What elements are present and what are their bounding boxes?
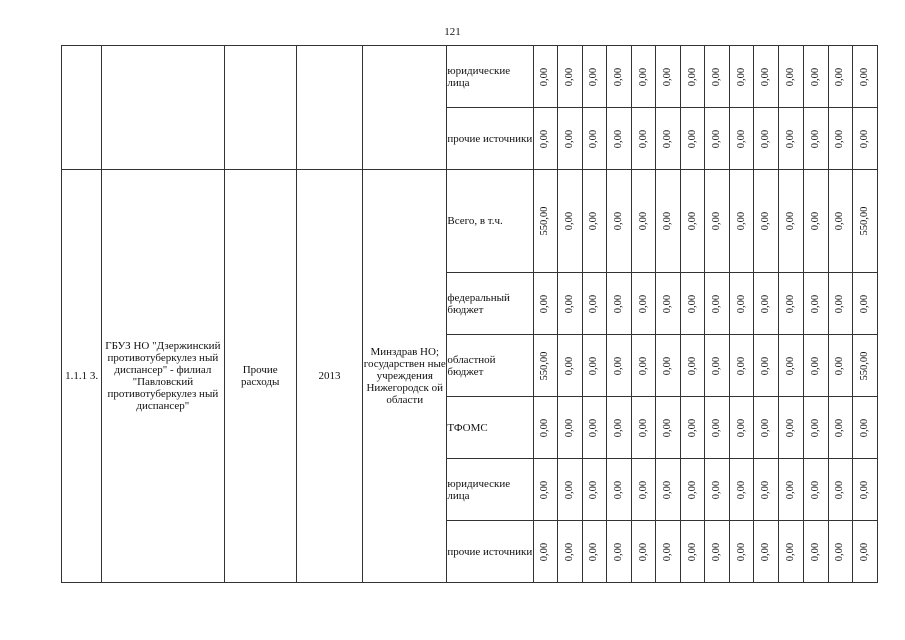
value-cell [754,108,779,170]
value-text: 0,00 [760,480,772,499]
value-cell [632,46,656,108]
value-text: 0,00 [809,542,821,561]
value-cell [779,108,803,170]
value-cell [730,170,754,273]
value-cell [632,397,656,459]
value-cell [803,335,828,397]
value-text: 0,00 [637,356,649,375]
page-number: 121 [444,26,461,38]
value-cell [582,46,606,108]
value-text: 0,00 [539,294,551,313]
value-text: 0,00 [612,418,624,437]
value-cell [828,108,852,170]
value-text: 0,00 [809,480,821,499]
funding-source: областной бюджет [447,335,533,397]
value-cell [632,170,656,273]
value-cell [828,335,852,397]
value-cell [681,335,705,397]
value-text: 0,00 [809,356,821,375]
funding-source: ТФОМС [447,397,533,459]
value-text: 0,00 [760,129,772,148]
executor-cell [363,46,447,170]
value-text: 0,00 [539,67,551,86]
value-text: 0,00 [785,480,796,499]
year-cell [296,46,362,170]
value-text: 0,00 [735,480,747,499]
value-text: 0,00 [686,418,698,437]
value-cell [606,46,631,108]
value-text: 0,00 [834,418,846,437]
value-text: 0,00 [711,418,723,437]
value-text: 550,00 [858,206,870,236]
value-cell [705,459,730,521]
value-text: 0,00 [539,418,551,437]
value-cell [779,335,803,397]
value-text: 0,00 [686,211,698,231]
value-text: 0,00 [563,129,575,148]
value-cell [656,108,681,170]
value-text: 0,00 [735,356,747,375]
year-cell: 2013 [296,170,362,583]
value-text: 0,00 [612,67,624,86]
value-text: 0,00 [662,356,674,375]
value-cell [828,46,852,108]
value-cell [705,397,730,459]
value-text: 0,00 [711,480,723,499]
value-cell [606,459,631,521]
value-text: 0,00 [735,67,747,86]
value-text: 0,00 [711,356,723,375]
value-text: 0,00 [637,211,649,231]
value-cell [656,46,681,108]
value-cell [779,397,803,459]
value-text: 0,00 [588,67,600,86]
value-text: 0,00 [637,542,649,561]
value-text: 0,00 [662,480,674,499]
value-cell [681,273,705,335]
value-text: 0,00 [539,480,551,499]
value-text: 0,00 [809,211,821,231]
value-text: 0,00 [563,418,575,437]
value-cell [606,521,631,583]
value-text: 0,00 [563,480,575,499]
value-cell [779,459,803,521]
value-text: 0,00 [858,294,870,313]
value-cell [681,459,705,521]
value-cell [557,459,582,521]
value-cell [632,521,656,583]
value-text: 0,00 [637,67,649,86]
value-text: 0,00 [588,294,600,313]
value-text: 0,00 [588,356,600,375]
value-cell [533,335,557,397]
value-text: 550,00 [539,351,551,380]
value-cell [533,170,557,273]
value-text: 0,00 [858,129,870,148]
value-cell [828,273,852,335]
value-text: 0,00 [612,542,624,561]
value-cell [754,521,779,583]
value-text: 0,00 [662,129,674,148]
value-cell [779,170,803,273]
value-text: 0,00 [834,211,846,231]
value-text: 0,00 [637,480,649,499]
value-text: 0,00 [785,67,796,86]
value-text: 0,00 [612,480,624,499]
value-text: 0,00 [785,418,796,437]
value-text: 550,00 [539,206,551,236]
value-text: 0,00 [662,542,674,561]
value-text: 0,00 [563,356,575,375]
value-text: 0,00 [588,480,600,499]
value-text: 0,00 [539,129,551,148]
value-text: 0,00 [735,211,747,231]
value-text: 0,00 [711,211,723,231]
value-cell [852,108,877,170]
value-cell [557,397,582,459]
value-cell [730,46,754,108]
value-cell [754,46,779,108]
value-cell [606,397,631,459]
value-cell [533,521,557,583]
funding-source: прочие источники [447,108,533,170]
value-cell [803,273,828,335]
value-text: 0,00 [858,542,870,561]
value-text: 0,00 [588,129,600,148]
value-text: 0,00 [612,356,624,375]
value-text: 0,00 [563,211,575,231]
value-cell [582,170,606,273]
value-cell [582,397,606,459]
value-cell [582,273,606,335]
value-text: 0,00 [686,129,698,148]
value-text: 0,00 [834,480,846,499]
value-cell [852,46,877,108]
value-text: 0,00 [563,294,575,313]
value-cell [754,273,779,335]
value-text: 0,00 [686,480,698,499]
value-text: 0,00 [662,67,674,86]
value-cell [557,108,582,170]
value-cell [754,459,779,521]
value-cell [705,46,730,108]
value-text: 0,00 [834,356,846,375]
value-cell [828,397,852,459]
funding-source: прочие источники [447,521,533,583]
value-text: 0,00 [588,418,600,437]
value-text: 0,00 [637,294,649,313]
value-cell [557,273,582,335]
value-text: 0,00 [785,294,796,313]
value-text: 0,00 [834,129,846,148]
value-cell [681,170,705,273]
value-cell [656,335,681,397]
value-text: 0,00 [809,129,821,148]
value-cell [852,521,877,583]
value-cell [730,335,754,397]
value-text: 0,00 [711,129,723,148]
value-text: 0,00 [711,542,723,561]
funding-source: Всего, в т.ч. [447,170,533,273]
value-text: 0,00 [785,211,796,231]
value-cell [705,335,730,397]
value-text: 0,00 [760,67,772,86]
value-text: 0,00 [785,542,796,561]
value-cell [803,521,828,583]
value-cell [656,521,681,583]
value-cell [705,273,730,335]
value-text: 0,00 [662,211,674,231]
value-cell [681,397,705,459]
value-cell [533,108,557,170]
value-cell [681,108,705,170]
value-text: 0,00 [612,211,624,231]
value-cell [533,46,557,108]
value-text: 0,00 [711,67,723,86]
value-cell [730,459,754,521]
value-cell [632,459,656,521]
value-cell [754,397,779,459]
value-text: 0,00 [809,67,821,86]
value-cell [582,108,606,170]
value-text: 0,00 [785,356,796,375]
value-cell [803,459,828,521]
value-cell [681,521,705,583]
value-text: 0,00 [735,542,747,561]
value-cell [582,521,606,583]
expense-type-cell: Прочие расходы [224,170,296,583]
value-text: 0,00 [637,129,649,148]
value-cell [557,46,582,108]
value-text: 0,00 [686,356,698,375]
value-cell [730,108,754,170]
value-cell [754,170,779,273]
value-cell [606,170,631,273]
funding-source: юридические лица [447,46,533,108]
value-cell [705,170,730,273]
value-cell [557,335,582,397]
value-text: 0,00 [760,418,772,437]
value-cell [705,521,730,583]
value-cell [730,273,754,335]
budget-table [61,45,878,583]
value-text: 0,00 [735,129,747,148]
value-cell [656,459,681,521]
value-cell [754,335,779,397]
value-cell [779,273,803,335]
value-text: 0,00 [858,418,870,437]
expense-type-cell [224,46,296,170]
value-text: 0,00 [834,542,846,561]
value-cell [606,108,631,170]
value-text: 0,00 [760,294,772,313]
value-cell [533,459,557,521]
value-text: 0,00 [612,294,624,313]
item-number-cell: 1.1.1 3. [62,170,102,583]
value-text: 0,00 [686,542,698,561]
value-text: 0,00 [785,129,796,148]
value-text: 0,00 [563,542,575,561]
value-cell [852,170,877,273]
value-cell [852,397,877,459]
value-cell [582,459,606,521]
value-cell [852,273,877,335]
value-cell [705,108,730,170]
value-cell [828,459,852,521]
value-text: 0,00 [760,211,772,231]
value-cell [852,335,877,397]
value-cell [803,108,828,170]
value-cell [681,46,705,108]
table-row [62,46,878,108]
item-name-cell [102,46,224,170]
value-cell [632,273,656,335]
value-text: 550,00 [858,351,870,380]
value-text: 0,00 [563,67,575,86]
funding-source: юридические лица [447,459,533,521]
value-cell [779,521,803,583]
value-text: 0,00 [662,418,674,437]
value-text: 0,00 [809,294,821,313]
value-cell [828,170,852,273]
value-cell [606,273,631,335]
value-text: 0,00 [858,480,870,499]
value-text: 0,00 [686,294,698,313]
value-cell [656,273,681,335]
value-cell [803,397,828,459]
value-text: 0,00 [735,418,747,437]
value-text: 0,00 [760,542,772,561]
value-cell [730,521,754,583]
value-cell [632,335,656,397]
value-text: 0,00 [834,67,846,86]
value-text: 0,00 [637,418,649,437]
item-number-cell [62,46,102,170]
value-cell [533,273,557,335]
value-text: 0,00 [834,294,846,313]
funding-source: федеральный бюджет [447,273,533,335]
value-cell [656,397,681,459]
value-cell [779,46,803,108]
item-name-cell: ГБУЗ НО "Дзержинский противотуберкулез ный диспансер" - филиал "Павловский противотуберкулез ный диспансер" [102,170,224,583]
value-text: 0,00 [539,542,551,561]
value-cell [632,108,656,170]
value-cell [606,335,631,397]
value-text: 0,00 [809,418,821,437]
value-text: 0,00 [588,211,600,231]
value-text: 0,00 [711,294,723,313]
value-cell [557,170,582,273]
value-cell [582,335,606,397]
executor-cell: Минздрав НО; государствен ные учреждения Нижегородск ой области [363,170,447,583]
value-cell [803,170,828,273]
value-cell [730,397,754,459]
value-text: 0,00 [760,356,772,375]
value-cell [533,397,557,459]
value-text: 0,00 [858,67,870,86]
value-text: 0,00 [662,294,674,313]
value-cell [656,170,681,273]
value-cell [828,521,852,583]
value-cell [557,521,582,583]
value-text: 0,00 [735,294,747,313]
value-cell [852,459,877,521]
value-text: 0,00 [588,542,600,561]
table-row [62,170,878,273]
value-text: 0,00 [686,67,698,86]
value-text: 0,00 [612,129,624,148]
value-cell [803,46,828,108]
